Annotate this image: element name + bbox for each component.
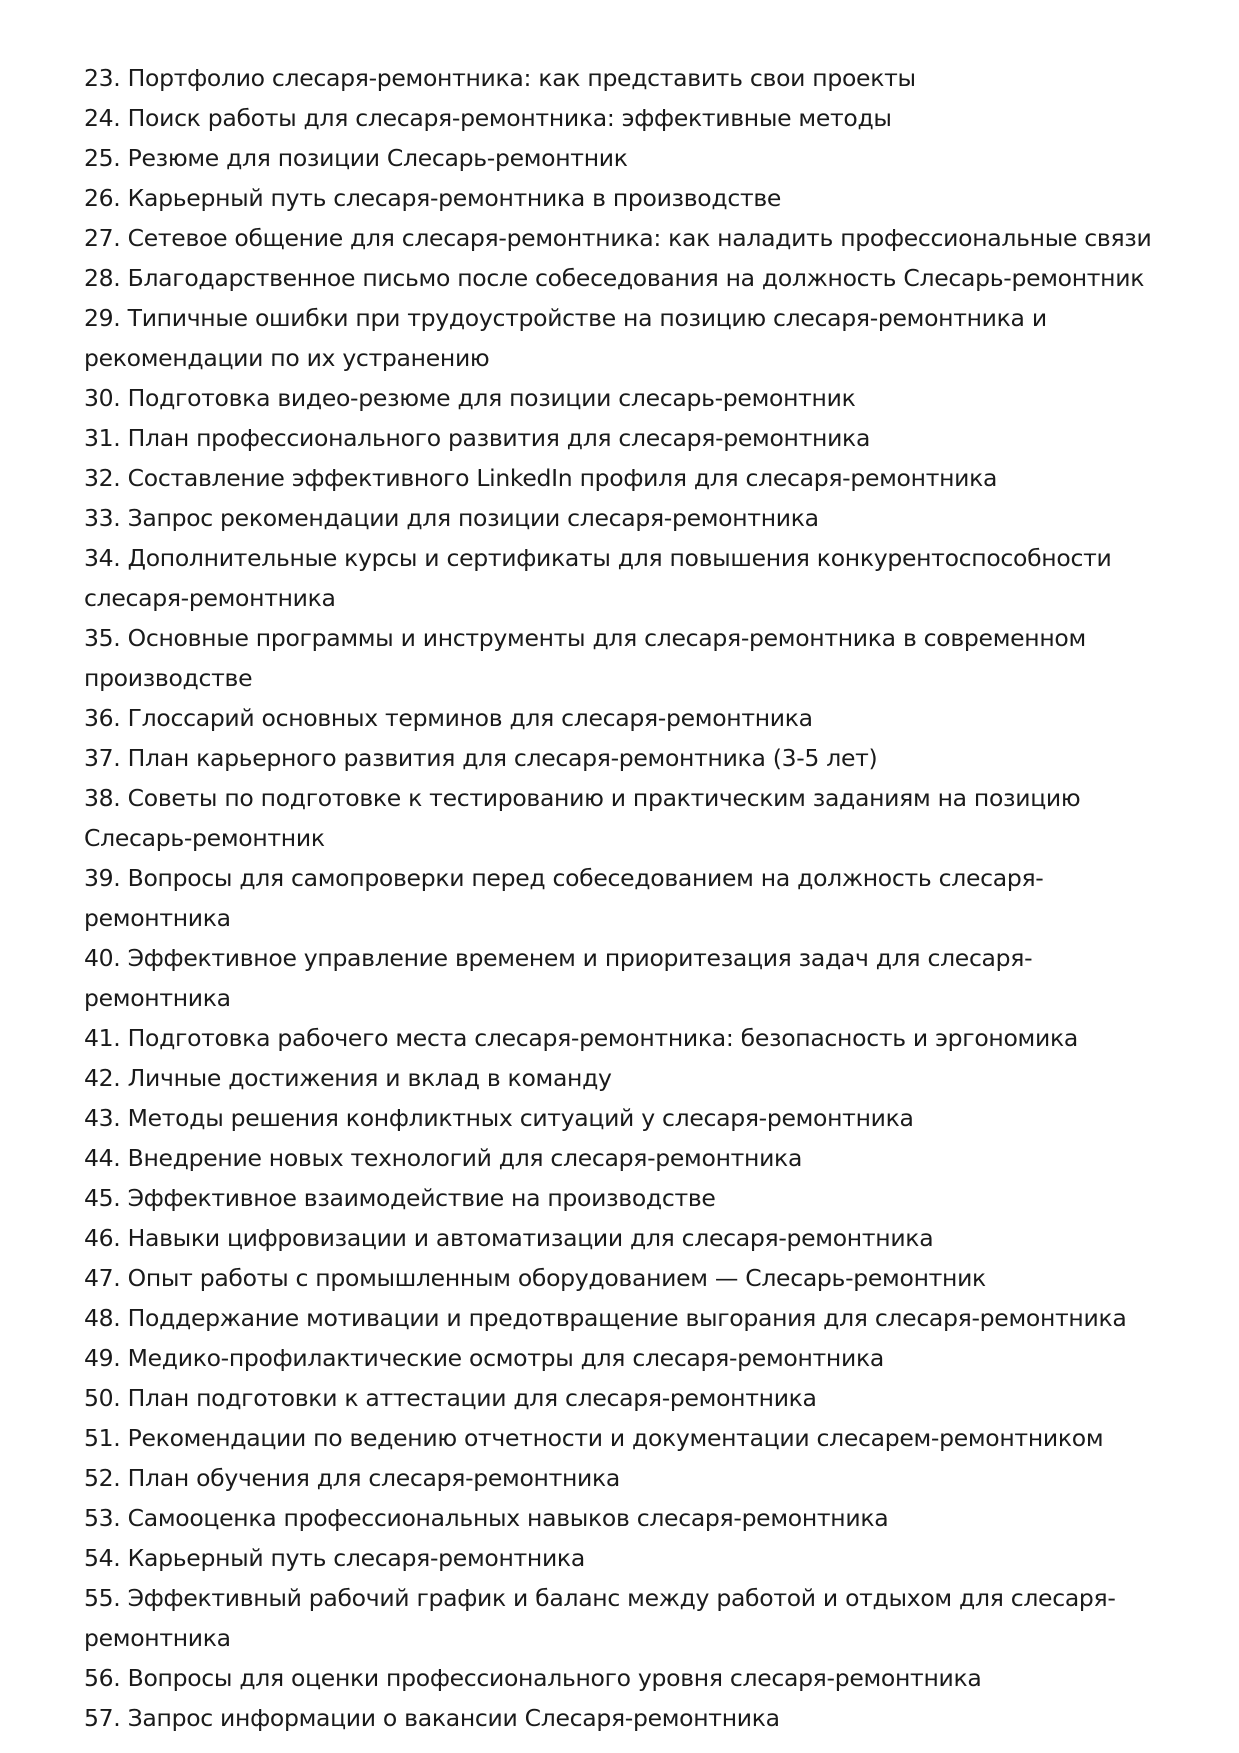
- list-item: 51. Рекомендации по ведению отчетности и документации слесарем-ремонтником: [84, 1424, 1104, 1452]
- list-item: 45. Эффективное взаимодействие на производстве: [84, 1184, 716, 1212]
- list-item: 50. План подготовки к аттестации для слесаря-ремонтника: [84, 1384, 817, 1412]
- list-item: 49. Медико-профилактические осмотры для слесаря-ремонтника: [84, 1344, 884, 1372]
- list-item: 25. Резюме для позиции Слесарь-ремонтник: [84, 144, 628, 172]
- list-item: 54. Карьерный путь слесаря-ремонтника: [84, 1544, 585, 1572]
- list-item: 48. Поддержание мотивации и предотвращение выгорания для слесаря-ремонтника: [84, 1304, 1127, 1332]
- table-of-contents-list: [84, 58, 1174, 1738]
- list-item: 47. Опыт работы с промышленным оборудованием — Слесарь-ремонтник: [84, 1264, 986, 1292]
- list-item: 41. Подготовка рабочего места слесаря-ремонтника: безопасность и эргономика: [84, 1024, 1078, 1052]
- list-item: 28. Благодарственное письмо после собеседования на должность Слесарь-ремонтник: [84, 264, 1145, 292]
- list-item: 40. Эффективное управление временем и приоритезация задач для слесаря-ремонтника: [84, 944, 1033, 1012]
- list-item: 35. Основные программы и инструменты для слесаря-ремонтника в современном производстве: [84, 624, 1086, 692]
- list-item: 46. Навыки цифровизации и автоматизации для слесаря-ремонтника: [84, 1224, 934, 1252]
- list-item: 39. Вопросы для самопроверки перед собеседованием на должность слесаря-ремонтника: [84, 864, 1044, 932]
- list-item: 30. Подготовка видео-резюме для позиции слесарь-ремонтник: [84, 384, 856, 412]
- list-item: 38. Советы по подготовке к тестированию и практическим заданиям на позицию Слесарь-ремонтник: [84, 784, 1081, 852]
- list-item: 34. Дополнительные курсы и сертификаты для повышения конкурентоспособности слесаря-ремонтника: [84, 544, 1112, 612]
- list-item: 53. Самооценка профессиональных навыков слесаря-ремонтника: [84, 1504, 889, 1532]
- list-item: 26. Карьерный путь слесаря-ремонтника в производстве: [84, 184, 782, 212]
- list-item: 42. Личные достижения и вклад в команду: [84, 1064, 612, 1092]
- list-item: 36. Глоссарий основных терминов для слесаря-ремонтника: [84, 704, 813, 732]
- list-item: 33. Запрос рекомендации для позиции слесаря-ремонтника: [84, 504, 819, 532]
- list-item: 27. Сетевое общение для слесаря-ремонтника: как наладить профессиональные связи: [84, 224, 1152, 252]
- list-item: 37. План карьерного развития для слесаря-ремонтника (3-5 лет): [84, 744, 878, 772]
- list-item: 32. Составление эффективного LinkedIn профиля для слесаря-ремонтника: [84, 464, 998, 492]
- list-item: 24. Поиск работы для слесаря-ремонтника: эффективные методы: [84, 104, 892, 132]
- list-item: 44. Внедрение новых технологий для слесаря-ремонтника: [84, 1144, 803, 1172]
- list-item: 55. Эффективный рабочий график и баланс между работой и отдыхом для слесаря-ремонтника: [84, 1584, 1116, 1652]
- list-item: 43. Методы решения конфликтных ситуаций у слесаря-ремонтника: [84, 1104, 914, 1132]
- list-item: 52. План обучения для слесаря-ремонтника: [84, 1464, 621, 1492]
- list-item: 57. Запрос информации о вакансии Слесаря-ремонтника: [84, 1704, 780, 1732]
- list-item: 56. Вопросы для оценки профессионального уровня слесаря-ремонтника: [84, 1664, 982, 1692]
- list-item: 29. Типичные ошибки при трудоустройстве на позицию слесаря-ремонтника и рекомендации по их устранению: [84, 304, 1047, 372]
- document-page: [84, 58, 1174, 1738]
- list-item: 31. План профессионального развития для слесаря-ремонтника: [84, 424, 871, 452]
- list-item: 23. Портфолио слесаря-ремонтника: как представить свои проекты: [84, 64, 916, 92]
